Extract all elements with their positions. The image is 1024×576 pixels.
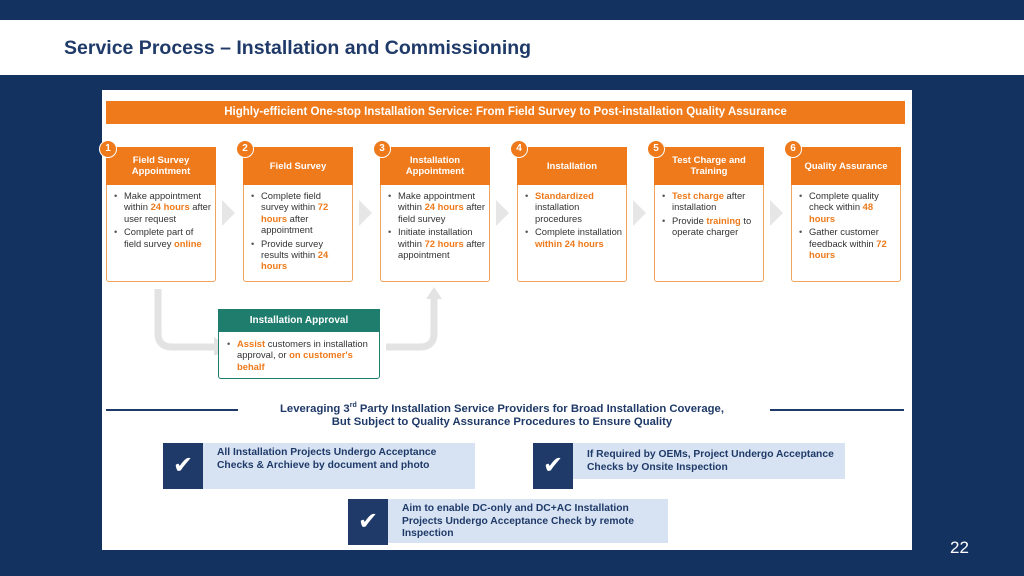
step-1 (105, 143, 216, 282)
bullet-item (249, 238, 349, 272)
bullet-item (386, 226, 486, 260)
chevron-right-icon (633, 200, 646, 226)
step-bullets (249, 190, 349, 274)
check-text: Aim to enable DC-only and DC+AC Installation Projects Undergo Acceptance Check by remote Inspection (388, 499, 668, 543)
bullet-item (797, 226, 897, 260)
highlight-text: 72 hours (424, 237, 464, 249)
bullet-item (249, 190, 349, 236)
step-title: Field Survey Appointment (106, 147, 216, 185)
approval-bullet (225, 338, 373, 374)
highlight-text: Test charge (672, 190, 724, 201)
step-title: Field Survey (243, 147, 353, 185)
leverage-line2: But Subject to Quality Assurance Procedures to Ensure Quality (331, 415, 673, 428)
leverage-line1-post: Party Installation Service Providers for Broad Installation Coverage, (356, 402, 724, 415)
bullet-item (112, 226, 212, 249)
bullet-text: Provide survey results within (261, 237, 324, 261)
check-text: All Installation Projects Undergo Acceptance Checks & Archieve by document and photo (203, 443, 475, 489)
step-bullets (797, 190, 897, 262)
highlight-text: 48 hours (809, 201, 874, 224)
leverage-statement (240, 399, 764, 429)
highlight-text: 24 hours (424, 201, 464, 213)
bullet-text: Complete installation (535, 226, 623, 238)
bullet-text: installation procedures (535, 201, 582, 224)
step-3 (379, 143, 490, 282)
bullet-text: after appointment (261, 212, 313, 236)
highlight-text: training (706, 214, 741, 226)
step-5 (653, 143, 764, 282)
step-title: Installation Appointment (380, 147, 490, 185)
highlight-text: Assist (237, 338, 266, 349)
chevron-right-icon (770, 200, 783, 226)
chevron-right-icon (359, 200, 372, 226)
step-6 (790, 143, 901, 282)
installation-approval-box (218, 309, 380, 379)
leverage-superscript: rd (349, 402, 357, 409)
bullet-item (523, 190, 623, 224)
step-title: Test Charge and Training (654, 147, 764, 185)
highlight-text: 24 hours (261, 249, 329, 272)
step-number: 4 (510, 140, 528, 158)
bullet-item (797, 190, 897, 224)
banner: Highly-efficient One-stop Installation Service: From Field Survey to Post-installation Quality Assurance (106, 101, 905, 124)
highlight-text: online (174, 237, 202, 249)
highlight-text: Standardized (535, 190, 594, 201)
check-icon: ✔ (163, 443, 203, 489)
bullet-text: to operate charger (672, 214, 752, 238)
step-number: 6 (784, 140, 802, 158)
highlight-text: 72 hours (261, 201, 329, 224)
bullet-item (112, 190, 212, 224)
slide-title: Service Process – Installation and Commissioning (64, 37, 532, 59)
leverage-line1-pre: Leveraging 3 (280, 402, 350, 415)
step-2 (242, 143, 353, 282)
separator-right (770, 409, 904, 411)
approval-title: Installation Approval (218, 309, 380, 332)
chevron-right-icon (496, 200, 509, 226)
bullet-item (386, 190, 486, 224)
bullet-text: Provide (672, 214, 707, 226)
step-number: 5 (647, 140, 665, 158)
check-icon: ✔ (533, 443, 573, 489)
bullet-text: Initiate installation within (398, 226, 473, 249)
bullet-text: after installation (672, 190, 746, 213)
bullet-text: Complete part of field survey (124, 226, 194, 249)
step-number: 3 (373, 140, 391, 158)
highlight-text: 72 hours (809, 237, 887, 261)
step-bullets (660, 190, 760, 240)
bullet-text: customers in installation approval, or (237, 338, 368, 361)
step-bullets (112, 190, 212, 251)
bullet-text: Complete quality check within (809, 190, 879, 213)
bullet-text: after appointment (398, 237, 486, 261)
bullet-text: Gather customer feedback within (809, 226, 879, 249)
bullet-text: after user request (124, 201, 212, 224)
step-number: 1 (99, 140, 117, 158)
bullet-text: after field survey (398, 201, 486, 224)
step-bullets (386, 190, 486, 262)
step-number: 2 (236, 140, 254, 158)
bullet-item (660, 215, 760, 238)
top-band (0, 0, 1024, 20)
bullet-text: Complete field survey within (261, 190, 321, 213)
bullet-item (660, 190, 760, 213)
chevron-right-icon (222, 200, 235, 226)
step-title: Quality Assurance (791, 147, 901, 185)
highlight-text: within 24 hours (535, 237, 604, 249)
separator-left (106, 409, 238, 411)
check-text: If Required by OEMs, Project Undergo Acceptance Checks by Onsite Inspection (573, 443, 845, 479)
step-title: Installation (517, 147, 627, 185)
highlight-text: 24 hours (150, 201, 190, 213)
step-4 (516, 143, 627, 282)
bullet-text: Make appointment within (124, 190, 202, 213)
check-icon: ✔ (348, 499, 388, 545)
page-number: 22 (950, 538, 969, 557)
step-bullets (523, 190, 623, 251)
bullet-item (523, 226, 623, 249)
bullet-text: Make appointment within (398, 190, 476, 213)
highlight-text: on customer's behalf (237, 349, 353, 372)
bullet-item (225, 338, 373, 372)
